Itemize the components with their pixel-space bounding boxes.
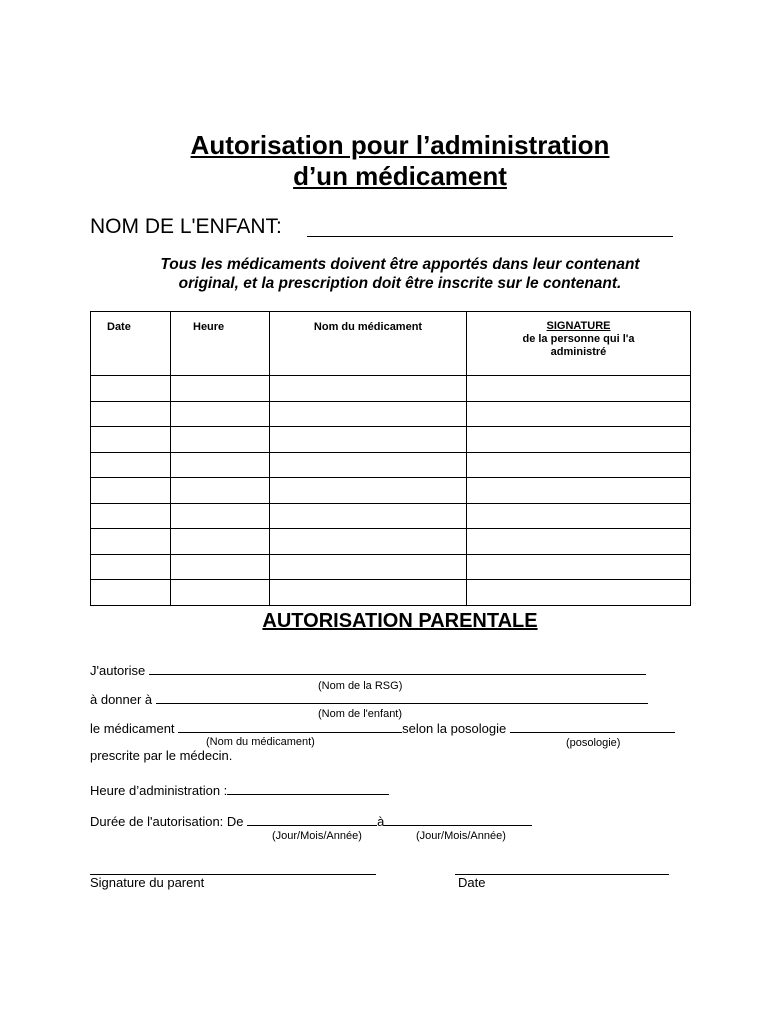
signature-cell[interactable] — [467, 554, 691, 580]
duration-label: Durée de l'autorisation: De — [90, 814, 244, 829]
medication-cell[interactable] — [270, 580, 467, 606]
signature-cell[interactable] — [467, 376, 691, 402]
medication-cell[interactable] — [270, 452, 467, 478]
time-cell[interactable] — [171, 580, 270, 606]
column-header-date: Date — [91, 312, 171, 376]
dosage-hint: (posologie) — [566, 737, 621, 749]
parent-signature-label: Signature du parent — [90, 875, 205, 890]
date-cell[interactable] — [91, 452, 171, 478]
dosage-label: selon la posologie — [402, 721, 507, 736]
medication-cell[interactable] — [270, 427, 467, 453]
medication-cell[interactable] — [270, 503, 467, 529]
parental-authorization-title: AUTORISATION PARENTALE — [262, 610, 538, 632]
time-cell[interactable] — [171, 452, 270, 478]
table-header-row — [91, 312, 691, 376]
table-row — [91, 529, 691, 555]
signature-header-sub-2: administré — [550, 346, 607, 358]
child-name-field[interactable] — [307, 236, 673, 237]
to-label: à — [377, 814, 385, 829]
medication-cell[interactable] — [270, 401, 467, 427]
notice-line-2: original, et la prescription doit être inscrite sur le contenant. — [178, 275, 622, 292]
signature-date-label: Date — [458, 875, 486, 890]
authorize-line — [90, 662, 646, 679]
medication-name-field[interactable] — [178, 720, 402, 733]
duration-line — [90, 813, 532, 830]
table-row — [91, 452, 691, 478]
column-header-time: Heure — [171, 312, 270, 376]
medication-cell[interactable] — [270, 554, 467, 580]
table-row — [91, 376, 691, 402]
table-body — [91, 376, 691, 606]
medication-line — [90, 720, 675, 737]
time-cell[interactable] — [171, 376, 270, 402]
start-date-field[interactable] — [247, 813, 377, 826]
date-cell[interactable] — [91, 503, 171, 529]
medication-cell[interactable] — [270, 529, 467, 555]
date-cell[interactable] — [91, 478, 171, 504]
time-cell[interactable] — [171, 529, 270, 555]
table-row — [91, 427, 691, 453]
date-cell[interactable] — [91, 554, 171, 580]
medication-cell[interactable] — [270, 376, 467, 402]
medication-label: le médicament — [90, 721, 175, 736]
table-row — [91, 554, 691, 580]
time-cell[interactable] — [171, 554, 270, 580]
form-title-line-1: Autorisation pour l’administration — [190, 130, 610, 160]
medication-hint: (Nom du médicament) — [206, 736, 315, 748]
medication-cell[interactable] — [270, 478, 467, 504]
child-name-field-2[interactable] — [156, 691, 648, 704]
time-cell[interactable] — [171, 503, 270, 529]
give-line — [90, 691, 648, 708]
date-cell[interactable] — [91, 376, 171, 402]
admin-time-field[interactable] — [227, 782, 389, 795]
date-cell[interactable] — [91, 401, 171, 427]
table-row — [91, 503, 691, 529]
end-date-field[interactable] — [384, 813, 532, 826]
column-header-medication: Nom du médicament — [270, 312, 467, 376]
column-header-signature — [467, 312, 691, 376]
signature-cell[interactable] — [467, 580, 691, 606]
notice-line-1: Tous les médicaments doivent être apportés dans leur contenant — [160, 256, 640, 273]
signature-cell[interactable] — [467, 529, 691, 555]
date-cell[interactable] — [91, 529, 171, 555]
signature-header-sub-1: de la personne qui l'a — [522, 333, 635, 345]
time-cell[interactable] — [171, 478, 270, 504]
admin-time-label: Heure d’administration : — [90, 783, 228, 798]
table-row — [91, 401, 691, 427]
rsg-name-field[interactable] — [149, 662, 646, 675]
time-cell[interactable] — [171, 427, 270, 453]
dosage-field[interactable] — [510, 720, 675, 733]
rsg-hint: (Nom de la RSG) — [318, 680, 403, 692]
signature-cell[interactable] — [467, 401, 691, 427]
end-date-hint: (Jour/Mois/Année) — [416, 830, 506, 842]
signature-date-field[interactable] — [455, 874, 669, 875]
start-date-hint: (Jour/Mois/Année) — [272, 830, 362, 842]
authorize-label: J'autorise — [90, 663, 146, 678]
give-label: à donner à — [90, 692, 153, 707]
admin-time-line — [90, 782, 389, 799]
time-cell[interactable] — [171, 401, 270, 427]
form-title-line-2: d’un médicament — [293, 161, 507, 191]
administration-log-table — [90, 311, 691, 606]
date-cell[interactable] — [91, 427, 171, 453]
table-row — [91, 478, 691, 504]
prescribed-text: prescrite par le médecin. — [90, 748, 233, 763]
child-hint: (Nom de l'enfant) — [318, 708, 403, 720]
child-name-label: NOM DE L'ENFANT: — [90, 215, 282, 238]
signature-header-title: SIGNATURE — [546, 320, 611, 332]
table-row — [91, 580, 691, 606]
signature-cell[interactable] — [467, 478, 691, 504]
signature-cell[interactable] — [467, 503, 691, 529]
signature-cell[interactable] — [467, 427, 691, 453]
signature-cell[interactable] — [467, 452, 691, 478]
date-cell[interactable] — [91, 580, 171, 606]
